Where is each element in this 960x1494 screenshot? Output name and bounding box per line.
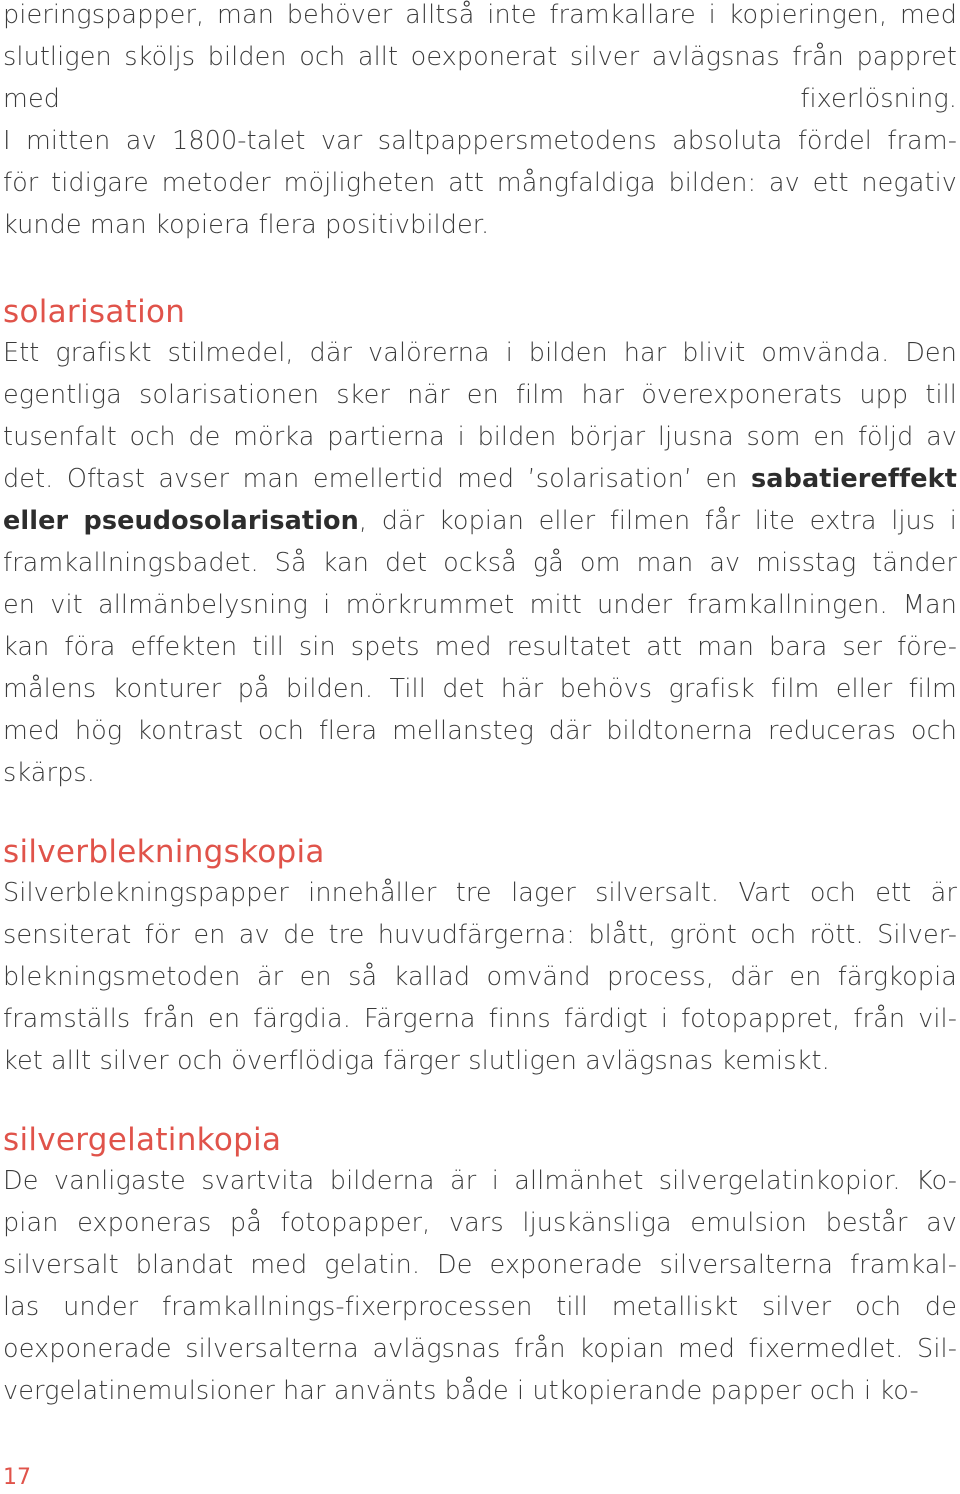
text-line: egentliga solarisationen sker när en film har överexponerats upp till <box>3 380 957 410</box>
text-line: skärps. <box>3 758 95 788</box>
intro-paragraph <box>3 0 957 246</box>
text-line: framställs från en färgdia. Färgerna finns färdigt i fotopappret, från vil- <box>3 1004 957 1034</box>
text-line: kunde man kopiera flera positivbilder. <box>3 210 490 240</box>
text-line: De vanligaste svartvita bilderna är i allmänhet silvergelatinkopior. Ko- <box>3 1166 957 1196</box>
text-line: pieringspapper, man behöver alltså inte framkallare i kopieringen, med <box>3 0 957 30</box>
page-number: 17 <box>3 1465 31 1490</box>
text-line: sensiterat för en av de tre huvudfärgerna: blått, grönt och rött. Silver- <box>3 920 957 950</box>
text-line: pian exponeras på fotopapper, vars ljuskänsliga emulsion består av <box>3 1208 957 1238</box>
text-line: silversalt blandat med gelatin. De exponerade silversalterna framkal- <box>3 1250 957 1280</box>
text-line: slutligen sköljs bilden och allt oexponerat silver avlägsnas från pappret <box>3 42 957 72</box>
term-sabatiereffekt: sabatiereffekt <box>751 464 957 494</box>
text-run: det. Oftast avser man emellertid med ’solarisation’ en <box>3 464 752 494</box>
text-line: Ett grafiskt stilmedel, där valörerna i bilden har blivit omvända. Den <box>3 338 957 368</box>
text-run: , där kopian eller filmen får lite extra ljus i <box>358 506 957 536</box>
term-pseudosolarisation: eller pseudosolarisation <box>3 506 359 536</box>
section-heading-silverblekningskopia: silverblekningskopia <box>3 834 325 870</box>
text-line <box>3 506 957 536</box>
text-line: vergelatinemulsioner har använts både i utkopierande papper och i ko- <box>3 1376 919 1406</box>
section-body-solarisation <box>3 332 957 794</box>
text-line: Silverblekningspapper innehåller tre lager silversalt. Vart och ett är <box>3 878 957 908</box>
text-line: blekningsmetoden är en så kallad omvänd process, där en färgkopia <box>3 962 957 992</box>
text-line: med fixerlösning. <box>3 84 957 114</box>
text-line: målens konturer på bilden. Till det här behövs grafisk film eller film <box>3 674 957 704</box>
text-line: framkallningsbadet. Så kan det också gå om man av misstag tänder <box>3 548 957 578</box>
text-line: I mitten av 1800-talet var saltpappersmetodens absoluta fördel fram- <box>3 126 957 156</box>
document-page <box>3 0 957 1412</box>
section-heading-silvergelatinkopia: silvergelatinkopia <box>3 1122 282 1158</box>
text-line: tusenfalt och de mörka partierna i bilden börjar ljusna som en följd av <box>3 422 957 452</box>
text-line: för tidigare metoder möjligheten att mångfaldiga bilden: av ett negativ <box>3 168 957 198</box>
section-heading-solarisation: solarisation <box>3 294 186 330</box>
text-line: las under framkallnings-fixerprocessen till metalliskt silver och de <box>3 1292 957 1322</box>
section-body-silvergelatinkopia <box>3 1160 957 1412</box>
text-line: kan föra effekten till sin spets med resultatet att man bara ser före- <box>3 632 957 662</box>
text-line <box>3 464 957 494</box>
section-body-silverblekningskopia <box>3 872 957 1082</box>
text-line: oexponerade silversalterna avlägsnas från kopian med fixermedlet. Sil- <box>3 1334 957 1364</box>
text-line: med hög kontrast och flera mellansteg där bildtonerna reduceras och <box>3 716 957 746</box>
text-line: en vit allmänbelysning i mörkrummet mitt under framkallningen. Man <box>3 590 957 620</box>
text-line: ket allt silver och överflödiga färger slutligen avlägsnas kemiskt. <box>3 1046 830 1076</box>
